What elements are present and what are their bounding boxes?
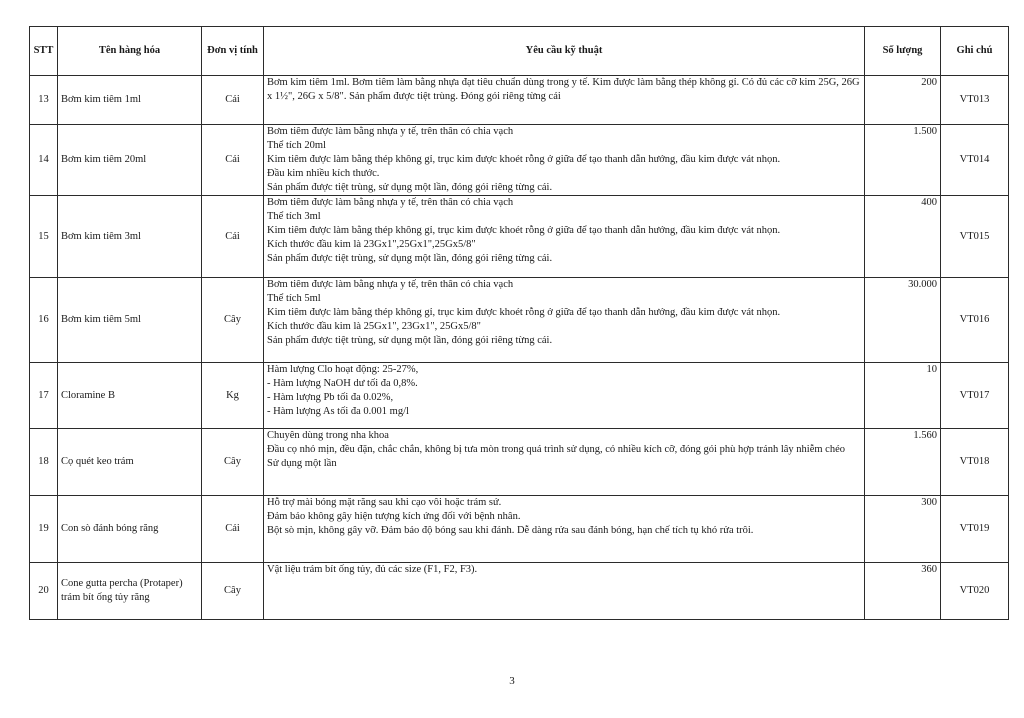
requirement-line: Bơm kim tiêm 1ml. Bơm tiêm làm bằng nhựa đạt tiêu chuẩn dùng trong y tế. Kim được làm bằng thép không gỉ. Có đủ các cỡ kim 25G, 26G x 1½", 26G x 5/8". Sản phẩm được tiệt trùng. Đóng gói riêng từng cái	[267, 77, 860, 102]
cell-requirements	[264, 125, 865, 196]
table-row	[30, 563, 1009, 620]
requirement-line: Kích thước đầu kim là 23Gx1",25Gx1",25Gx5/8"	[267, 239, 476, 250]
cell-requirements	[264, 363, 865, 429]
cell-unit: Kg	[202, 363, 264, 429]
cell-unit: Cái	[202, 196, 264, 278]
requirement-line: Bơm tiêm được làm bằng nhựa y tế, trên thân có chia vạch	[267, 197, 514, 208]
cell-requirements	[264, 496, 865, 563]
table-row	[30, 125, 1009, 196]
cell-quantity: 1.560	[865, 429, 941, 496]
cell-unit: Cây	[202, 429, 264, 496]
cell-stt: 17	[30, 363, 58, 429]
table-row	[30, 496, 1009, 563]
cell-quantity: 10	[865, 363, 941, 429]
cell-requirements	[264, 563, 865, 620]
requirement-line: Đầu cọ nhỏ mịn, đều đặn, chắc chắn, không bị tưa mòn trong quá trình sử dụng, có nhiều kích cỡ, đóng gói phù hợp tránh lây nhiễm chéo	[267, 444, 845, 455]
table-row	[30, 363, 1009, 429]
cell-stt: 15	[30, 196, 58, 278]
requirement-line: Bột sò mịn, không gây vỡ. Đảm bảo độ bóng sau khi đánh. Dễ dàng rửa sau đánh bóng, hạn chế tích tụ khó rửa trôi.	[267, 525, 754, 536]
cell-note: VT013	[941, 76, 1009, 125]
table-row	[30, 429, 1009, 496]
requirement-line: Sản phẩm được tiệt trùng, sử dụng một lần, đóng gói riêng từng cái.	[267, 335, 553, 346]
technical-requirements-table	[29, 26, 1009, 620]
cell-item-name: Bơm kim tiêm 3ml	[58, 196, 202, 278]
requirement-line: Bơm tiêm được làm bằng nhựa y tế, trên thân có chia vạch	[267, 279, 514, 290]
cell-quantity: 200	[865, 76, 941, 125]
requirement-line: Kim tiêm được làm bằng thép không gỉ, trục kim được khoét rỗng ở giữa để tạo thanh dẫn hướng, đầu kim được vát nhọn.	[267, 307, 781, 318]
requirement-line: Thể tích 5ml	[267, 293, 321, 304]
requirement-line: Vật liệu trám bít ống tủy, đủ các size (F1, F2, F3).	[267, 564, 478, 575]
cell-item-name: Bơm kim tiêm 20ml	[58, 125, 202, 196]
requirement-line: - Hàm lượng Pb tối đa 0.02%,	[267, 392, 394, 403]
requirement-line: Hỗ trợ mài bóng mặt răng sau khi cạo vôi hoặc trám sứ.	[267, 497, 502, 508]
header-note: Ghi chú	[941, 27, 1009, 76]
cell-requirements	[264, 196, 865, 278]
table-row	[30, 278, 1009, 363]
cell-note: VT020	[941, 563, 1009, 620]
cell-quantity: 360	[865, 563, 941, 620]
cell-requirements	[264, 76, 865, 125]
cell-item-name: Bơm kim tiêm 5ml	[58, 278, 202, 363]
cell-stt: 18	[30, 429, 58, 496]
requirement-line: Kim tiêm được làm bằng thép không gỉ, trục kim được khoét rỗng ở giữa để tạo thanh dẫn hướng, đầu kim được vát nhọn.	[267, 225, 781, 236]
table-header-row	[30, 27, 1009, 76]
cell-unit: Cái	[202, 496, 264, 563]
requirement-line: Thể tích 3ml	[267, 211, 321, 222]
requirement-line: Sản phẩm được tiệt trùng, sử dụng một lần, đóng gói riêng từng cái.	[267, 182, 553, 193]
cell-unit: Cái	[202, 125, 264, 196]
cell-note: VT018	[941, 429, 1009, 496]
requirement-line: Đầu kim nhiều kích thước.	[267, 168, 380, 179]
requirement-line: - Hàm lượng As tối đa 0.001 mg/l	[267, 406, 409, 417]
cell-unit: Cái	[202, 76, 264, 125]
requirement-line: Sản phẩm được tiệt trùng, sử dụng một lần, đóng gói riêng từng cái.	[267, 253, 553, 264]
cell-unit: Cây	[202, 278, 264, 363]
cell-stt: 16	[30, 278, 58, 363]
table-row	[30, 76, 1009, 125]
cell-item-name: Con sò đánh bóng răng	[58, 496, 202, 563]
requirement-line: Kích thước đầu kim là 25Gx1", 23Gx1", 25Gx5/8"	[267, 321, 481, 332]
requirement-line: Kim tiêm được làm bằng thép không gỉ, trục kim được khoét rỗng ở giữa để tạo thanh dẫn hướng, đầu kim được vát nhọn.	[267, 154, 781, 165]
cell-stt: 20	[30, 563, 58, 620]
requirement-line: Hàm lượng Clo hoạt động: 25-27%,	[267, 364, 419, 375]
requirement-line: Sử dụng một lần	[267, 458, 337, 469]
table-row	[30, 196, 1009, 278]
cell-item-name: Cọ quét keo trám	[58, 429, 202, 496]
cell-note: VT017	[941, 363, 1009, 429]
cell-quantity: 300	[865, 496, 941, 563]
cell-note: VT015	[941, 196, 1009, 278]
cell-requirements	[264, 429, 865, 496]
header-quantity: Số lượng	[865, 27, 941, 76]
requirement-line: Bơm tiêm được làm bằng nhựa y tế, trên thân có chia vạch	[267, 126, 514, 137]
page-number: 3	[509, 675, 515, 687]
cell-stt: 19	[30, 496, 58, 563]
cell-item-name: Cone gutta percha (Protaper) trám bít ống tủy răng	[58, 563, 202, 620]
header-stt: STT	[30, 27, 58, 76]
cell-note: VT014	[941, 125, 1009, 196]
cell-item-name: Bơm kim tiêm 1ml	[58, 76, 202, 125]
requirement-line: - Hàm lượng NaOH dư tối đa 0,8%.	[267, 378, 418, 389]
requirement-line: Đảm bảo không gây hiện tượng kích ứng đối với bệnh nhân.	[267, 511, 521, 522]
cell-quantity: 30.000	[865, 278, 941, 363]
header-requirements: Yêu cầu kỹ thuật	[264, 27, 865, 76]
cell-quantity: 400	[865, 196, 941, 278]
cell-quantity: 1.500	[865, 125, 941, 196]
cell-unit: Cây	[202, 563, 264, 620]
cell-item-name: Cloramine B	[58, 363, 202, 429]
requirement-line: Chuyên dùng trong nha khoa	[267, 430, 389, 441]
cell-note: VT019	[941, 496, 1009, 563]
header-unit: Đơn vị tính	[202, 27, 264, 76]
cell-requirements	[264, 278, 865, 363]
header-name: Tên hàng hóa	[58, 27, 202, 76]
cell-stt: 14	[30, 125, 58, 196]
requirement-line: Thể tích 20ml	[267, 140, 326, 151]
cell-note: VT016	[941, 278, 1009, 363]
cell-stt: 13	[30, 76, 58, 125]
